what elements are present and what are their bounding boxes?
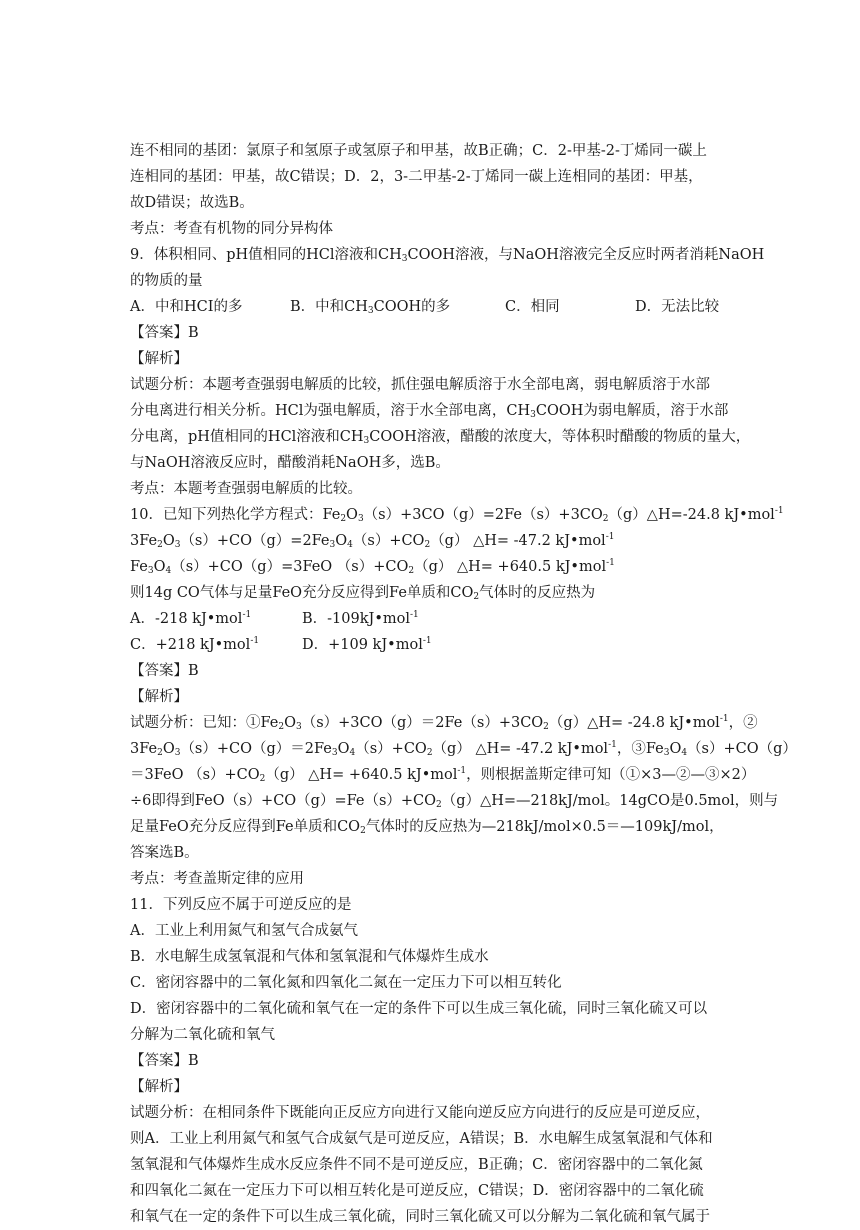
q11-explanation-line: 则A．工业上利用氮气和氢气合成氨气是可逆反应，A错误；B．水电解生成氢氧混和气体和 — [130, 1131, 713, 1147]
q9-option-a: A．中和HCI的多 — [130, 299, 243, 315]
q9-explanation-line: 分电离进行相关分析。HCl为强电解质，溶于水全部电离，$CH_3COOH$为弱电解质，溶于水部 — [130, 403, 729, 420]
q10-kaodian: 考点：考查盖斯定律的应用 — [130, 871, 304, 887]
q9-option-b: B．中和$CH_3COOH$的多 — [290, 299, 451, 316]
q10-explanation-line: ÷6即得到$FeO(s)+CO(g)=Fe(s)+CO_2(g)\triangle H=—218kJ$/mol。14gCO是0.5mol，则与 — [130, 793, 779, 810]
q10-option-d: D．+109 kJ•mol$^{-1}$ — [302, 636, 432, 653]
q10-explanation-line: ＝3FeO $(s)+CO_2(g)$ △H= +640.5 kJ•mol$^{-1}$，则根据盖斯定律可知（①×3—②—③×2） — [130, 766, 756, 784]
q10-jiexi-heading: 【解析】 — [130, 689, 188, 705]
q11-explanation-line: 和四氧化二氮在一定压力下可以相互转化是可逆反应，C错误；D．密闭容器中的二氧化硫 — [130, 1183, 704, 1199]
q10-explanation-line: 试题分析：已知：$①Fe_2O_3(s)+3CO(g)=2Fe(s)+3CO_2(g)\triangle H= -24.8$ kJ•mol$^{-1}$，② — [130, 714, 758, 732]
q10-options-ab — [130, 606, 740, 632]
q10-option-b: B．-109kJ•mol$^{-1}$ — [302, 610, 419, 627]
q10-question: 则14g CO气体与足量FeO充分反应得到Fe单质和$CO_2$气体时的反应热为 — [130, 585, 596, 602]
q11-option-c: C．密闭容器中的二氧化氮和四氧化二氮在一定压力下可以相互转化 — [130, 975, 562, 991]
q11-explanation-line: 氢氧混和气体爆炸生成水反应条件不同不是可逆反应，B正确；C．密闭容器中的二氧化氮 — [130, 1157, 703, 1173]
q10-equation: $3Fe_2O_3(s)+CO(g)=2Fe_3O_4(s)+CO_2(g)$ △H= -47.2 kJ•mol$^{-1}$ — [130, 532, 615, 550]
q8-explanation-line: 连相同的基团：甲基，故C错误；D．2，3-二甲基-2-丁烯同一碳上连相同的基团：甲基， — [130, 169, 703, 185]
q9-option-d: D．无法比较 — [635, 299, 720, 315]
q10-explanation-line: 足量FeO充分反应得到Fe单质和$CO_2$气体时的反应热为—218kJ/mol×0.5＝—109kJ/mol， — [130, 819, 724, 836]
q11-option-a: A．工业上利用氮气和氢气合成氨气 — [130, 923, 358, 939]
q10-stem: 10．已知下列热化学方程式：$Fe_2O_3(s)+3CO(g)=2Fe(s)+3CO_2(g)\triangle H=-24.8$ kJ•mol$^{-1}$ — [130, 506, 784, 524]
q9-answer: 【答案】B — [130, 325, 199, 341]
document-page — [130, 138, 797, 1230]
q10-explanation-line: $3Fe_2O_3(s)+CO(g)=2Fe_3O_4(s)+CO_2(g)$ △H= -47.2 kJ•mol$^{-1}$，$③Fe_3O_4(s)+CO(g)$ — [130, 740, 797, 758]
q10-equation: $Fe_3O_4(s)+CO(g)=3FeO$ $(s)+CO_2(g)$ △H= +640.5 kJ•mol$^{-1}$ — [130, 558, 615, 576]
q10-option-a: A．-218 kJ•mol$^{-1}$ — [130, 610, 252, 627]
q11-answer: 【答案】B — [130, 1053, 199, 1069]
q10-options-cd — [130, 632, 740, 658]
q9-explanation-line: 试题分析：本题考查强弱电解质的比较，抓住强电解质溶于水全部电离，弱电解质溶于水部 — [130, 377, 710, 393]
q10-option-c: C．+218 kJ•mol$^{-1}$ — [130, 636, 260, 653]
q8-explanation-line: 连不相同的基团：氯原子和氢原子或氢原子和甲基，故B正确；C．2-甲基-2-丁烯同一碳上 — [130, 143, 707, 159]
q11-option-d: D．密闭容器中的二氧化硫和氧气在一定的条件下可以生成三氧化硫，同时三氧化硫又可以 — [130, 1001, 708, 1017]
q11-option-b: B．水电解生成氢氧混和气体和氢氧混和气体爆炸生成水 — [130, 949, 489, 965]
q10-answer: 【答案】B — [130, 663, 199, 679]
q9-options — [130, 294, 740, 320]
q9-explanation-line: 分电离，pH值相同的HCl溶液和$CH_3COOH$溶液，醋酸的浓度大，等体积时醋酸的物质的量大， — [130, 429, 751, 446]
q9-kaodian: 考点：本题考查强弱电解质的比较。 — [130, 481, 362, 497]
q11-stem: 11．下列反应不属于可逆反应的是 — [130, 897, 352, 913]
q9-stem: 9．体积相同、pH值相同的HCl溶液和$CH_3COOH$溶液，与NaOH溶液完全反应时两者消耗NaOH — [130, 247, 765, 264]
q10-explanation-line: 答案选B。 — [130, 845, 199, 861]
q11-jiexi-heading: 【解析】 — [130, 1079, 188, 1095]
q9-jiexi-heading: 【解析】 — [130, 351, 188, 367]
q11-explanation-line: 和氧气在一定的条件下可以生成三氧化硫，同时三氧化硫又可以分解为二氧化硫和氧气属于 — [130, 1209, 710, 1225]
q9-option-c: C．相同 — [505, 299, 560, 315]
q9-explanation-line: 与NaOH溶液反应时，醋酸消耗NaOH多，选B。 — [130, 455, 450, 471]
q8-kaodian: 考点：考查有机物的同分异构体 — [130, 221, 333, 237]
q8-explanation-line: 故D错误；故选B。 — [130, 195, 254, 211]
q9-stem: 的物质的量 — [130, 273, 203, 289]
q11-option-d-continued: 分解为二氧化硫和氧气 — [130, 1027, 275, 1043]
q11-explanation-line: 试题分析：在相同条件下既能向正反应方向进行又能向逆反应方向进行的反应是可逆反应， — [130, 1105, 710, 1121]
